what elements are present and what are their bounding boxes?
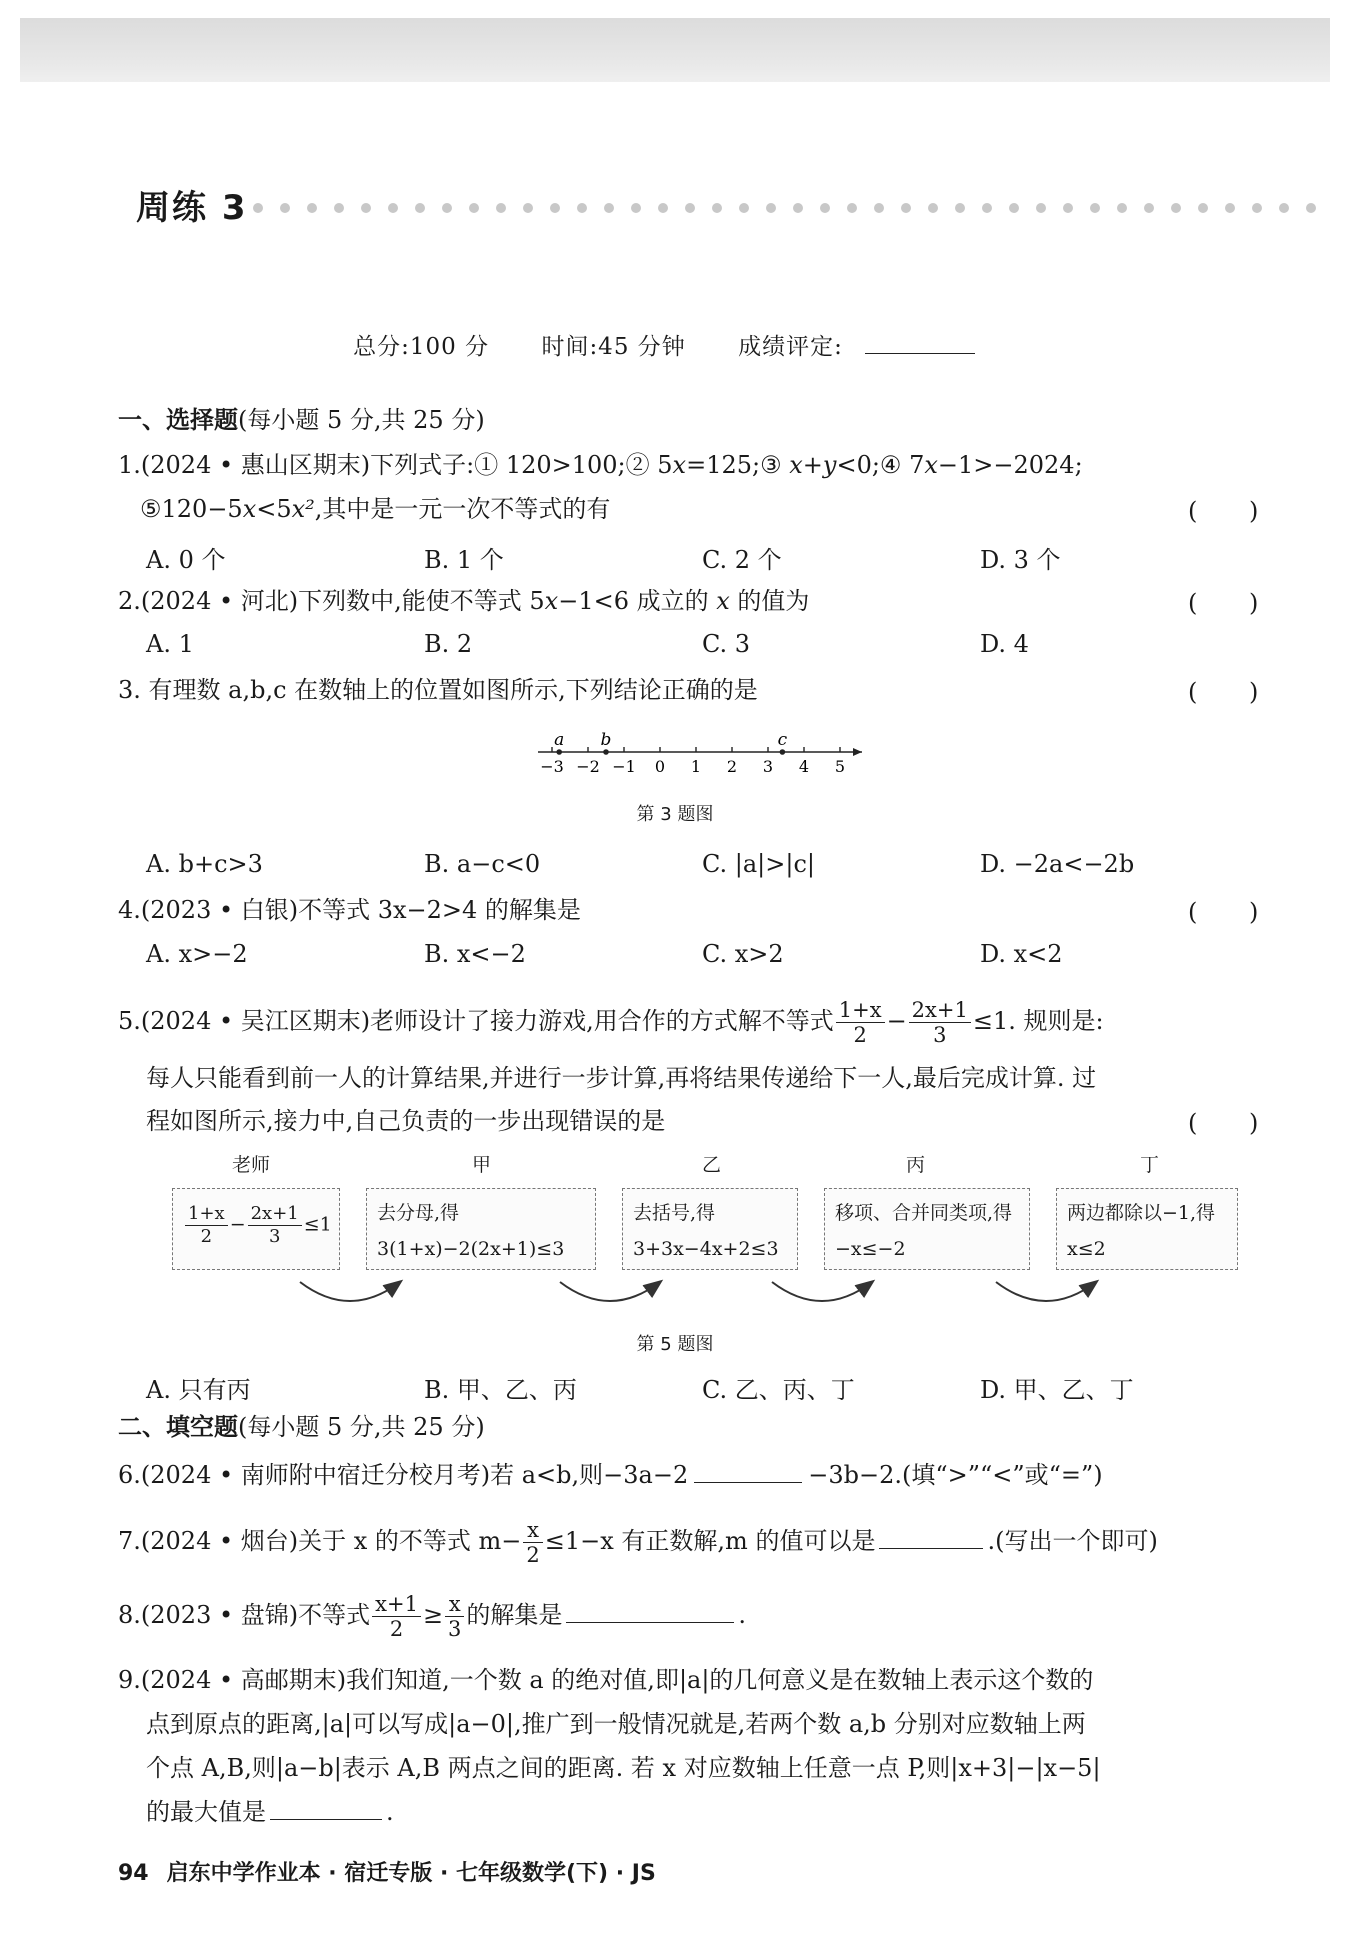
leader-dot (1306, 203, 1316, 213)
leader-dot (361, 203, 371, 213)
leader-dot (253, 203, 263, 213)
relay-arrow-1 (300, 1282, 400, 1301)
leader-dot (280, 203, 290, 213)
leader-dot (739, 203, 749, 213)
q8-answer-blank[interactable] (566, 1622, 734, 1623)
leader-dot (1144, 203, 1154, 213)
section-2-heading: 二、填空题(每小题 5 分,共 25 分) (118, 1413, 485, 1441)
q6-answer-blank[interactable] (694, 1482, 802, 1483)
q5-option-d[interactable]: D. 甲、乙、丁 (980, 1376, 1134, 1404)
q9-line2: 点到原点的距离,|a|可以写成|a−0|,推广到一般情况就是,若两个数 a,b 分别对应数轴上两 (146, 1710, 1086, 1738)
page-footer (118, 1856, 656, 1887)
q9-line4: 的最大值是 . (146, 1798, 394, 1826)
q1-stem-line2: ⑤120−5x<5x²,其中是一元一次不等式的有 (140, 495, 611, 523)
leader-dot (955, 203, 965, 213)
leader-dot (550, 203, 560, 213)
q3-option-d[interactable]: D. −2a<−2b (980, 850, 1135, 878)
leader-dot (523, 203, 533, 213)
number-line-tick-label: 0 (654, 757, 666, 776)
book-title: 启东中学作业本 · 宿迁专版 · 七年级数学(下) · JS (166, 1861, 656, 1886)
relay-arrow-4 (996, 1282, 1096, 1301)
leader-dot (1009, 203, 1019, 213)
q5-option-c[interactable]: C. 乙、丙、丁 (702, 1376, 855, 1404)
q4-answer-bracket[interactable]: ( ) (1188, 898, 1281, 926)
q1-option-d[interactable]: D. 3 个 (980, 546, 1061, 574)
leader-dot (1063, 203, 1073, 213)
q5-stem-line2: 每人只能看到前一人的计算结果,并进行一步计算,再将结果传递给下一人,最后完成计算. 过 (146, 1064, 1097, 1092)
q6-stem: 6.(2024 • 南师附中宿迁分校月考)若 a<b,则−3a−2 −3b−2.(填“>”“<”或“=”) (118, 1461, 1103, 1489)
relay-head-bing: 丙 (906, 1154, 926, 1176)
q3-option-b[interactable]: B. a−c<0 (424, 850, 541, 878)
q7-fraction: $\frac{x}{2}$ (523, 1518, 542, 1567)
q3-number-line (530, 720, 880, 780)
leader-dot (901, 203, 911, 213)
q5-option-a[interactable]: A. 只有丙 (146, 1376, 251, 1404)
q4-stem: 4.(2023 • 白银)不等式 3x−2>4 的解集是 (118, 896, 581, 924)
q2-stem: 2.(2024 • 河北)下列数中,能使不等式 5x−1<6 成立的 x 的值为 (118, 587, 810, 615)
leader-dot (712, 203, 722, 213)
q5-figure-caption: 第 5 题图 (636, 1334, 714, 1355)
q8-stem: 8.(2023 • 盘锦)不等式 $\frac{x+1}{2}$ ≥ $\frac{x}{3}$ 的解集是 . (118, 1592, 747, 1641)
leader-dot (307, 203, 317, 213)
total-score: 总分:100 分 (353, 334, 490, 360)
leader-dot (847, 203, 857, 213)
number-line-point-label-b: b (600, 730, 612, 750)
relay-head-teacher: 老师 (232, 1154, 271, 1176)
q9-line3: 个点 A,B,则|a−b|表示 A,B 两点之间的距离. 若 x 对应数轴上任意一点 P,则|x+3|−|x−5| (146, 1754, 1101, 1782)
q1-stem: 1.(2024 • 惠山区期末)下列式子:① 120>100;② 5x=125;③ x+y<0;④ 7x−1>−2024; (118, 451, 1083, 479)
q5-option-b[interactable]: B. 甲、乙、丙 (424, 1376, 577, 1404)
q3-answer-bracket[interactable]: ( ) (1188, 678, 1281, 706)
number-line-point-c (780, 749, 786, 755)
leader-dot (766, 203, 776, 213)
number-line-tick-label: 5 (834, 757, 846, 776)
leader-dot (1036, 203, 1046, 213)
q5-answer-bracket[interactable]: ( ) (1188, 1109, 1281, 1137)
q7-answer-blank[interactable] (879, 1548, 983, 1549)
number-line-tick-label: −3 (540, 757, 564, 776)
q3-figure-caption: 第 3 题图 (636, 804, 714, 825)
leader-dot (415, 203, 425, 213)
number-line-tick-label: −2 (576, 757, 600, 776)
grade-field: 成绩评定: (738, 334, 997, 360)
q3-stem: 3. 有理数 a,b,c 在数轴上的位置如图所示,下列结论正确的是 (118, 676, 758, 704)
q7-stem: 7.(2024 • 烟台)关于 x 的不等式 m− $\frac{x}{2}$ ≤1−x 有正数解,m 的值可以是 .(写出一个即可) (118, 1518, 1158, 1567)
leader-dot (1171, 203, 1181, 213)
q2-option-a[interactable]: A. 1 (146, 630, 194, 658)
leader-dot (496, 203, 506, 213)
q2-option-c[interactable]: C. 3 (702, 630, 751, 658)
q4-option-a[interactable]: A. x>−2 (146, 940, 248, 968)
q1-option-c[interactable]: C. 2 个 (702, 546, 782, 574)
leader-dot (1117, 203, 1127, 213)
q2-option-d[interactable]: D. 4 (980, 630, 1029, 658)
relay-head-ding: 丁 (1140, 1154, 1160, 1176)
q5-fraction-2: $\frac{2x+1}{3}$ (909, 998, 971, 1047)
relay-box-ding: 两边都除以−1,得 x≤2 (1056, 1188, 1238, 1270)
q5-fraction-1: $\frac{1+x}{2}$ (836, 998, 885, 1047)
q4-option-c[interactable]: C. x>2 (702, 940, 784, 968)
q1-option-a[interactable]: A. 0 个 (146, 546, 226, 574)
number-line-tick-label: 1 (690, 757, 702, 776)
exam-meta (0, 328, 1350, 361)
leader-dot (982, 203, 992, 213)
leader-dot (604, 203, 614, 213)
leader-dot (442, 203, 452, 213)
relay-arrows (0, 1270, 1350, 1330)
q8-fraction-1: $\frac{x+1}{2}$ (372, 1592, 421, 1641)
relay-head-yi: 乙 (702, 1154, 722, 1176)
leader-dot (1279, 203, 1289, 213)
number-line-tick-label: −1 (612, 757, 636, 776)
number-line-point-b (603, 749, 609, 755)
q1-answer-bracket[interactable]: ( ) (1188, 497, 1281, 525)
leader-dot (631, 203, 641, 213)
q8-fraction-2: $\frac{x}{3}$ (445, 1592, 464, 1641)
number-line-tick-label: 3 (762, 757, 774, 776)
q5-stem-line3: 程如图所示,接力中,自己负责的一步出现错误的是 (146, 1107, 666, 1135)
grade-blank[interactable] (865, 353, 975, 354)
section-1-heading: 一、选择题(每小题 5 分,共 25 分) (118, 406, 485, 434)
relay-head-jia: 甲 (472, 1154, 492, 1176)
leader-dot (928, 203, 938, 213)
relay-box-jia: 去分母,得 3(1+x)−2(2x+1)≤3 (366, 1188, 596, 1270)
leader-dot (1198, 203, 1208, 213)
relay-box-bing: 移项、合并同类项,得 −x≤−2 (824, 1188, 1030, 1270)
scan-top-band (20, 18, 1330, 82)
leader-dot (1252, 203, 1262, 213)
q9-line1: 9.(2024 • 高邮期末)我们知道,一个数 a 的绝对值,即|a|的几何意义是在数轴上表示这个数的 (118, 1666, 1094, 1694)
q9-answer-blank[interactable] (270, 1819, 382, 1820)
number-line-tick-label: 4 (798, 757, 810, 776)
leader-dot (469, 203, 479, 213)
leader-dot (874, 203, 884, 213)
leader-dot (1090, 203, 1100, 213)
number-line-point-a (556, 749, 562, 755)
page-number: 94 (118, 1861, 149, 1886)
q4-option-b[interactable]: B. x<−2 (424, 940, 526, 968)
leader-dot (334, 203, 344, 213)
q2-option-b[interactable]: B. 2 (424, 630, 473, 658)
number-line-point-label-a: a (554, 730, 565, 750)
title-dot-leader (244, 196, 1334, 220)
leader-dot (1225, 203, 1235, 213)
time-limit: 时间:45 分钟 (541, 334, 686, 360)
page-title: 周练 3 (136, 188, 248, 228)
q2-answer-bracket[interactable]: ( ) (1188, 589, 1281, 617)
q4-option-d[interactable]: D. x<2 (980, 940, 1063, 968)
q3-option-a[interactable]: A. b+c>3 (146, 850, 263, 878)
number-line-arrow (853, 748, 862, 756)
q1-option-b[interactable]: B. 1 个 (424, 546, 504, 574)
relay-box-yi: 去括号,得 3+3x−4x+2≤3 (622, 1188, 798, 1270)
leader-dot (685, 203, 695, 213)
leader-dot (793, 203, 803, 213)
leader-dot (658, 203, 668, 213)
leader-dot (388, 203, 398, 213)
relay-box-teacher: $\frac{1+x}{2}$ − $\frac{2x+1}{3}$ ≤1 (172, 1188, 340, 1270)
q3-option-c[interactable]: C. |a|>|c| (702, 850, 815, 878)
leader-dot (820, 203, 830, 213)
q5-stem: 5.(2024 • 吴江区期末)老师设计了接力游戏,用合作的方式解不等式 $\frac{1+x}{2}$ − $\frac{2x+1}{3}$ ≤1. 规则是: (118, 998, 1104, 1047)
leader-dot (577, 203, 587, 213)
number-line-tick-label: 2 (726, 757, 738, 776)
relay-arrow-3 (772, 1282, 872, 1301)
number-line-point-label-c: c (777, 730, 788, 750)
relay-arrow-2 (560, 1282, 660, 1301)
